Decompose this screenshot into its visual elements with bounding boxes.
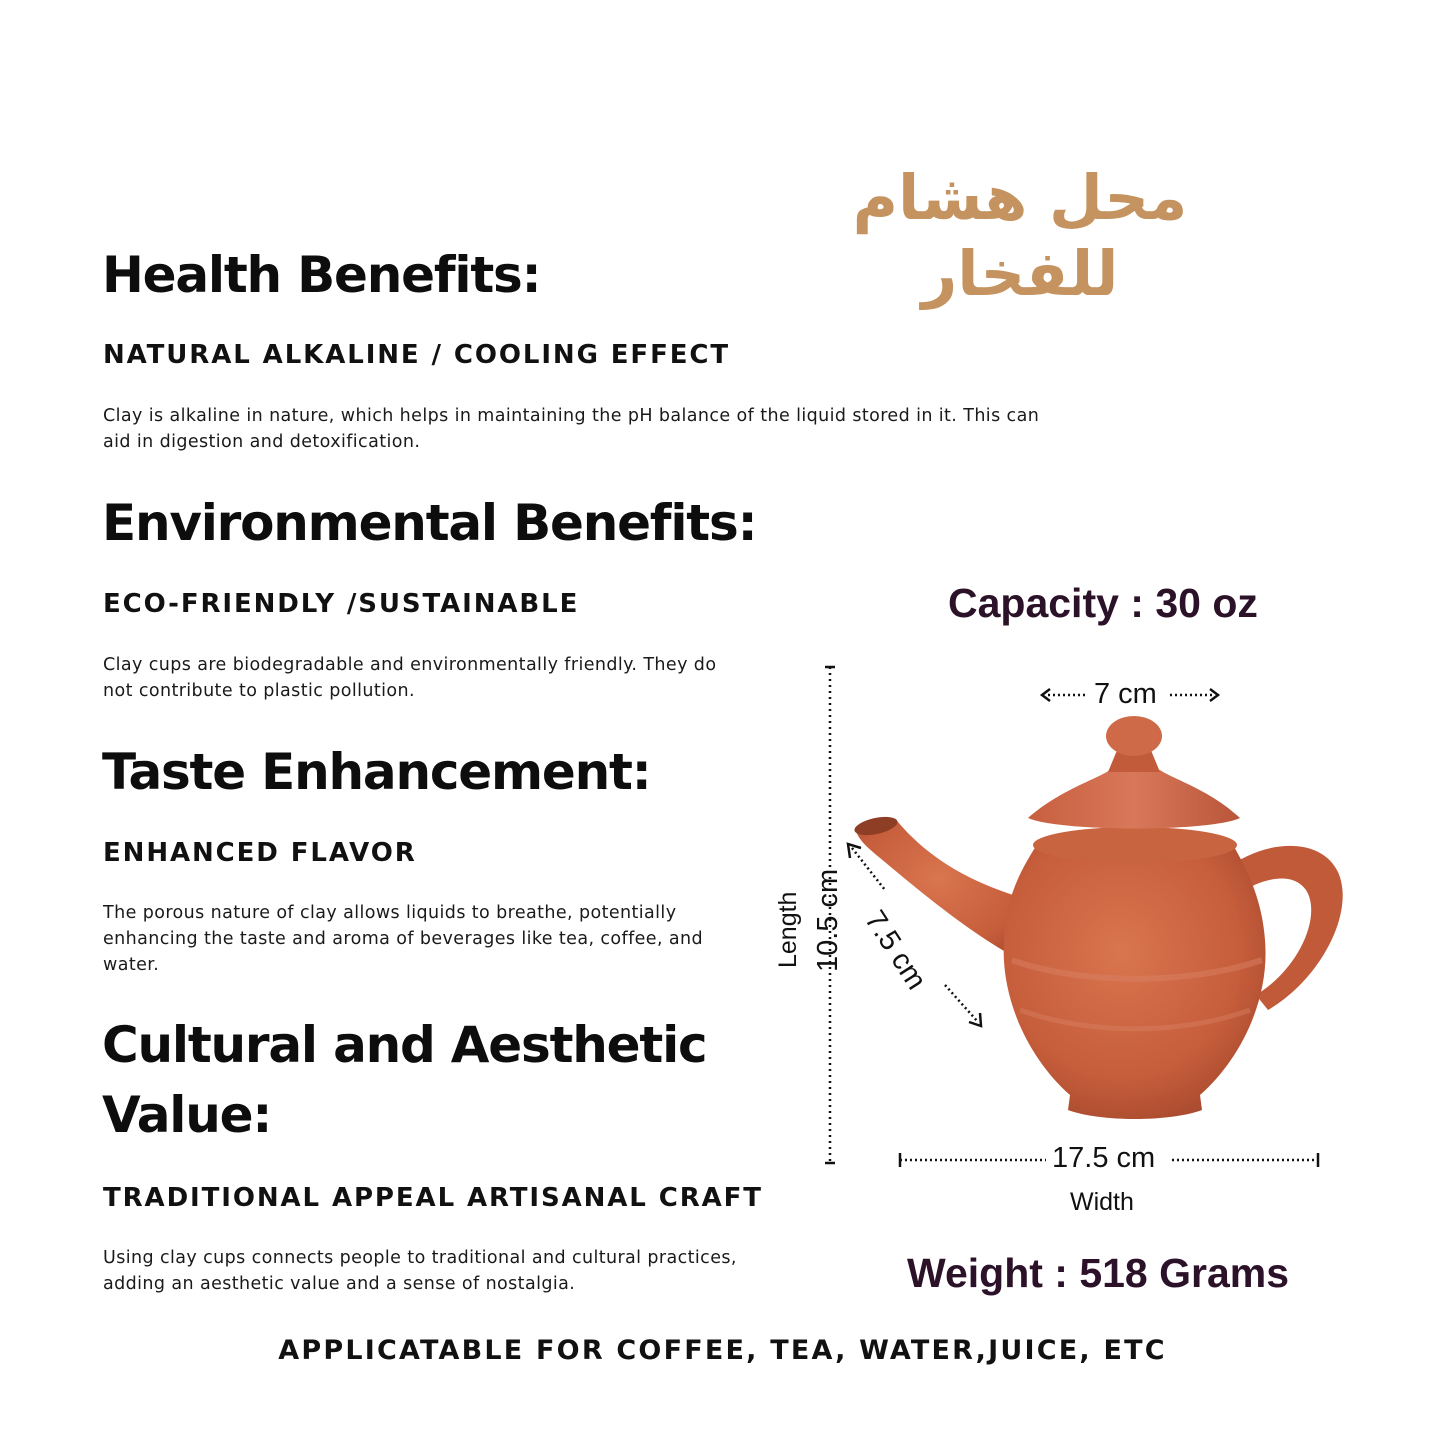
environmental-benefits-subtitle: ECO-FRIENDLY /SUSTAINABLE (103, 589, 580, 619)
length-value-label: 10.5 cm (812, 868, 844, 972)
body-line: Clay cups are biodegradable and environmentally friendly. They do (103, 655, 717, 675)
health-benefits-title: Health Benefits: (102, 246, 541, 304)
weight-label: Weight : 518 Grams (907, 1250, 1290, 1296)
teapot-lid-knob (1106, 716, 1162, 756)
bottom-width-label: 17.5 cm (1052, 1142, 1156, 1174)
health-benefits-subtitle: NATURAL ALKALINE / COOLING EFFECT (103, 340, 731, 370)
title-line: Value: (102, 1086, 272, 1144)
usage-footer: APPLICATABLE FOR COFFEE, TEA, WATER,JUICE, ETC (278, 1335, 1167, 1366)
body-line: Using clay cups connects people to traditional and cultural practices, (103, 1248, 737, 1268)
body-line: adding an aesthetic value and a sense of nostalgia. (103, 1274, 576, 1294)
environmental-benefits-title: Environmental Benefits: (102, 494, 757, 552)
body-line: not contribute to plastic pollution. (103, 681, 415, 701)
body-line: The porous nature of clay allows liquids to breathe, potentially (103, 903, 677, 923)
width-word-label: Width (1070, 1188, 1134, 1216)
title-line: Cultural and Aesthetic (102, 1016, 707, 1074)
body-line: aid in digestion and detoxification. (103, 432, 421, 452)
body-line: enhancing the taste and aroma of beverages like tea, coffee, and (103, 929, 704, 949)
taste-enhancement-title: Taste Enhancement: (102, 743, 651, 801)
length-word-label: Length (774, 891, 802, 968)
teapot-lid (1028, 770, 1240, 829)
teapot-shoulder (1033, 827, 1237, 863)
capacity-label: Capacity : 30 oz (948, 580, 1258, 626)
body-line: water. (103, 955, 160, 975)
logo-line-2: للفخار (921, 237, 1119, 310)
cultural-value-subtitle: TRADITIONAL APPEAL ARTISANAL CRAFT (103, 1183, 763, 1213)
spout-length-label: 7.5 cm (858, 905, 933, 996)
body-line: Clay is alkaline in nature, which helps in maintaining the pH balance of the liquid stored in it. This can (103, 406, 1040, 426)
top-width-label: 7 cm (1094, 678, 1157, 710)
teapot-image (853, 716, 1343, 1119)
taste-enhancement-subtitle: ENHANCED FLAVOR (103, 838, 417, 868)
logo-line-1: محل هشام (852, 161, 1188, 234)
